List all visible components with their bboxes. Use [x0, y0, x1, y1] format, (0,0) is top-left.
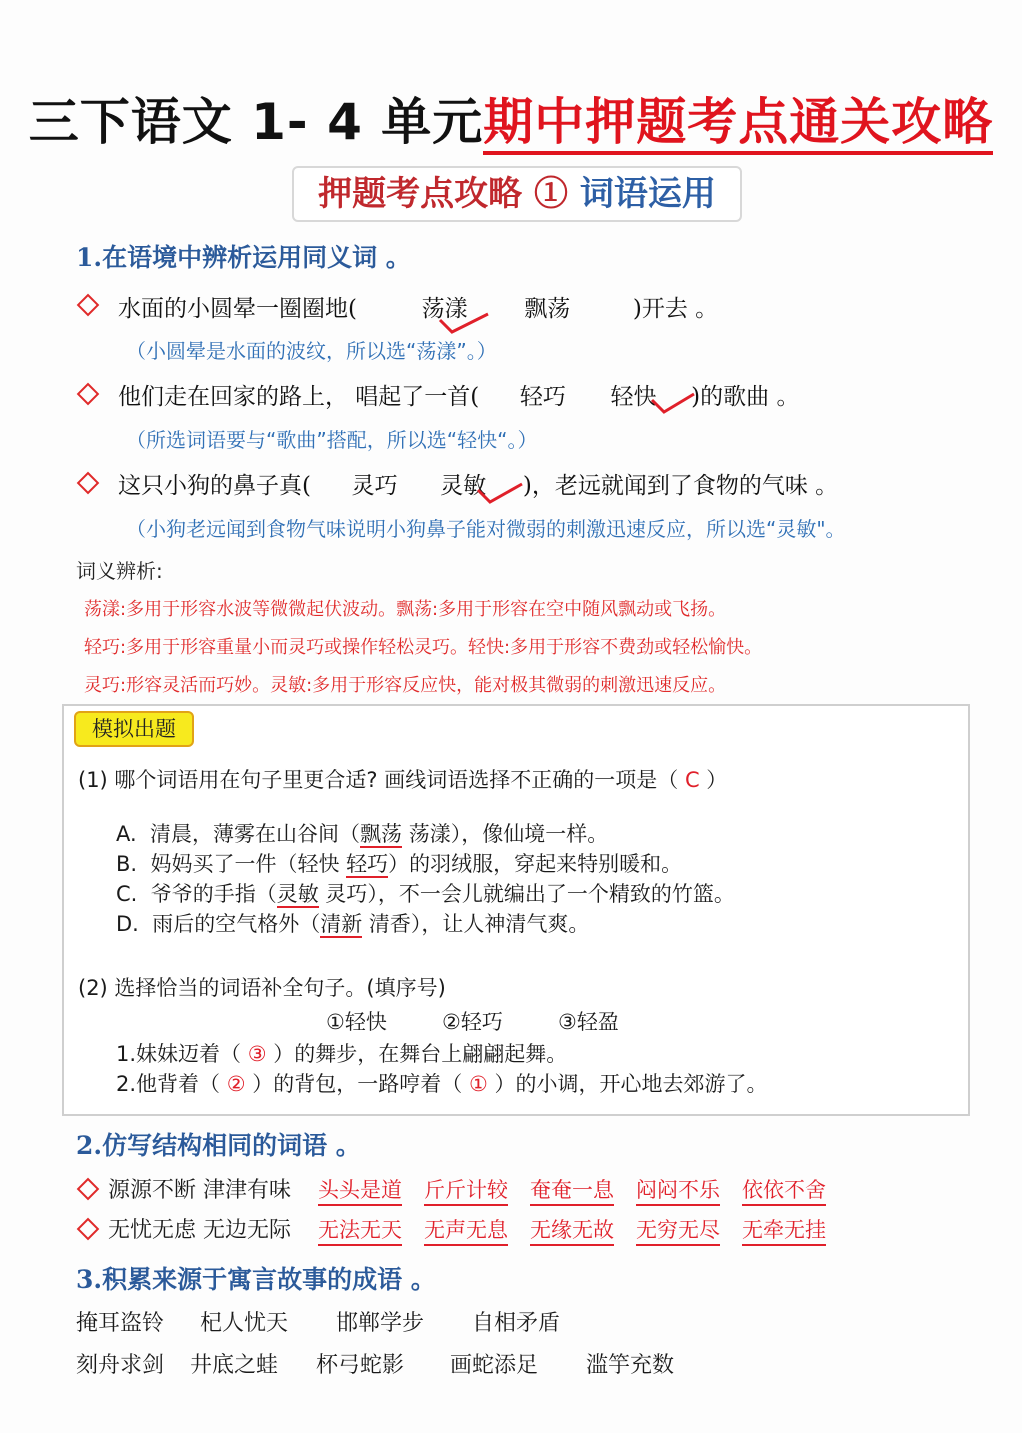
subtitle-blue: 词语运用: [579, 174, 716, 214]
section3-heading: 3.积累来源于寓言故事的成语 。: [76, 1265, 436, 1294]
question-3-text: 这只小狗的鼻子真( 灵巧 灵敏 )，老远就闻到了食物的气味 。: [118, 473, 839, 499]
q2-prompt: (2) 选择恰当的词语补全句子。(填序号): [78, 976, 446, 1000]
idiom-item: 滥竽充数: [586, 1353, 675, 1378]
idiom-item: 杞人忧天: [200, 1311, 289, 1336]
diamond-icon: [77, 1218, 100, 1241]
subtitle-red: 押题考点攻略 ①: [318, 174, 568, 214]
q1-option-a: A. 清晨，薄雾在山谷间（飘荡 荡漾），像仙境一样。: [116, 822, 609, 846]
analysis-line-2: 轻巧:多用于形容重量小而灵巧或操作轻松灵巧。轻快:多用于形容不费劲或轻松愉快。: [84, 637, 763, 658]
checkmark-icon: [474, 480, 526, 506]
checkmark-icon: [648, 390, 698, 416]
q1-option-b: B. 妈妈买了一件（轻快 轻巧）的羽绒服，穿起来特别暖和。: [116, 852, 683, 876]
checkmark-icon: [436, 310, 492, 336]
section2-answer: 斤斤计较: [424, 1174, 508, 1206]
analysis-line-1: 荡漾:多用于形容水波等微微起伏波动。飘荡:多用于形容在空中随风飘动或飞扬。: [84, 599, 727, 620]
subtitle-box: [292, 166, 742, 222]
diamond-icon: [77, 383, 100, 406]
q2-sentence-1: 1.妹妹迈着（ ③ ）的舞步，在舞台上翩翩起舞。: [116, 1042, 568, 1066]
page-title: [0, 82, 1022, 154]
diamond-icon: [77, 472, 100, 495]
q1-prompt: (1) 哪个词语用在句子里更合适? 画线词语选择不正确的一项是（ C ）: [78, 768, 728, 792]
section2-answer: 无缘无故: [530, 1214, 614, 1246]
question-2-note: （所选词语要与“歌曲”搭配，所以选“轻快“。）: [126, 428, 538, 452]
q1-option-c: C. 爷爷的手指（灵敏 灵巧），不一会儿就编出了一个精致的竹篮。: [116, 882, 735, 906]
section2-example-1: 源源不断 津津有味: [108, 1178, 291, 1203]
question-3-note: （小狗老远闻到食物气味说明小狗鼻子能对微弱的刺激迅速反应，所以选“灵敏"。: [126, 517, 846, 541]
diamond-icon: [77, 1178, 100, 1201]
section2-answer: 头头是道: [318, 1174, 402, 1206]
question-1-note: （小圆晕是水面的波纹，所以选“荡漾”。）: [126, 339, 497, 363]
q1-answer: C: [684, 768, 700, 792]
idiom-item: 掩耳盗铃: [76, 1311, 165, 1336]
option-correct: 荡漾: [421, 296, 468, 322]
section2-answer: 闷闷不乐: [636, 1174, 720, 1206]
question-2-text: 他们走在回家的路上， 唱起了一首( 轻巧 轻快 )的歌曲 。: [118, 384, 800, 410]
section2-answer: 无穷无尽: [636, 1214, 720, 1246]
idiom-item: 杯弓蛇影: [316, 1353, 405, 1378]
section2-heading: 2.仿写结构相同的词语 。: [76, 1131, 361, 1160]
idiom-item: 自相矛盾: [472, 1311, 561, 1336]
q1-option-d: D. 雨后的空气格外（清新 清香），让人神清气爽。: [116, 912, 590, 936]
analysis-label: 词义辨析:: [76, 559, 163, 583]
section2-answer: 无法无天: [318, 1214, 402, 1246]
section2-answer: 无声无息: [424, 1214, 508, 1246]
q2-choice-2: ②轻巧: [442, 1010, 503, 1034]
idiom-item: 刻舟求剑: [76, 1353, 165, 1378]
option-other: 飘荡: [524, 296, 571, 322]
question-1-text: 水面的小圆晕一圈圈地( 荡漾 飘荡 )开去 。: [118, 296, 719, 322]
section2-answer: 无牵无挂: [742, 1214, 826, 1246]
q2-choice-3: ③轻盈: [558, 1010, 619, 1034]
idiom-item: 井底之蛙: [190, 1353, 279, 1378]
title-black: 三下语文 1- 4 单元: [28, 93, 484, 151]
section2-answer: 依依不舍: [742, 1174, 826, 1206]
section2-example-2: 无忧无虑 无边无际: [108, 1218, 291, 1243]
analysis-line-3: 灵巧:形容灵活而巧妙。灵敏:多用于形容反应快，能对极其微弱的刺激迅速反应。: [84, 675, 727, 696]
section1-heading: 1.在语境中辨析运用同义词 。: [76, 243, 411, 272]
q2-sentence-2: 2.他背着（ ② ）的背包，一路哼着（ ① ）的小调，开心地去郊游了。: [116, 1072, 768, 1096]
idiom-item: 邯郸学步: [336, 1311, 425, 1336]
diamond-icon: [77, 294, 100, 317]
idiom-item: 画蛇添足: [450, 1353, 539, 1378]
section2-answer: 奄奄一息: [530, 1174, 614, 1206]
q2-choice-1: ①轻快: [326, 1010, 387, 1034]
practice-badge: 模拟出题: [74, 711, 194, 747]
title-red: 期中押题考点通关攻略: [483, 93, 993, 155]
